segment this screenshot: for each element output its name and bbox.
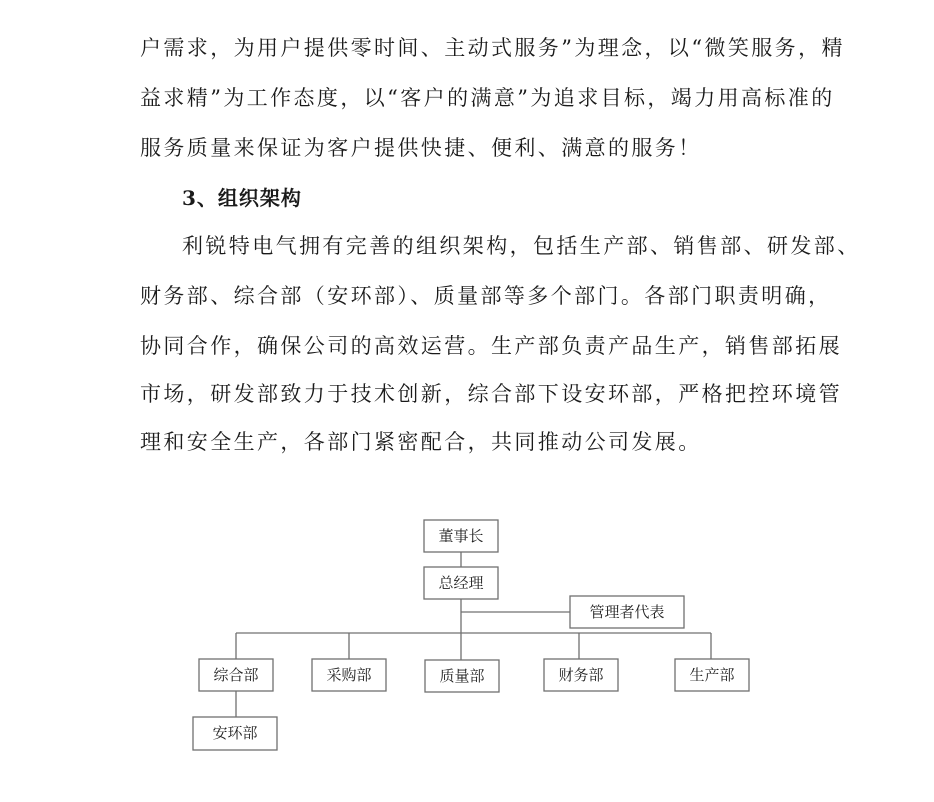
org-node-chairman-label: 董事长 <box>438 527 484 545</box>
paragraph2-line-1: 利锐特电气拥有完善的组织架构，包括生产部、销售部、研发部、 <box>182 234 861 258</box>
org-node-department-2-label: 采购部 <box>326 666 372 684</box>
org-node-department-4 <box>544 659 618 691</box>
paragraph1-line-2: 益求精”为工作态度，以“客户的满意”为追求目标，竭力用高标准的 <box>140 86 835 110</box>
paragraph2-line-2: 财务部、综合部（安环部）、质量部等多个部门。各部门职责明确， <box>140 284 832 308</box>
org-node-department-3 <box>425 660 499 692</box>
org-node-department-4-label: 财务部 <box>558 666 604 684</box>
paragraph2-line-5: 理和安全生产，各部门紧密配合，共同推动公司发展。 <box>140 430 702 454</box>
org-node-department-1 <box>199 659 273 691</box>
org-node-department-2 <box>312 659 386 691</box>
org-node-sub-department <box>193 717 277 750</box>
org-node-department-1-label: 综合部 <box>213 666 259 684</box>
paragraph1-line-3: 服务质量来保证为客户提供快捷、便利、满意的服务！ <box>140 136 702 160</box>
org-node-general-manager <box>424 567 498 599</box>
org-node-management-representative-label: 管理者代表 <box>589 603 665 621</box>
org-node-department-3-label: 质量部 <box>439 667 485 685</box>
paragraph2-line-3: 协同合作，确保公司的高效运营。生产部负责产品生产，销售部拓展 <box>140 334 842 358</box>
paragraph2-line-4: 市场，研发部致力于技术创新，综合部下设安环部，严格把控环境管 <box>140 382 842 406</box>
org-node-department-5 <box>675 659 749 691</box>
org-node-management-representative <box>570 596 684 628</box>
paragraph1-line-1: 户需求，为用户提供零时间、主动式服务”为理念，以“微笑服务，精 <box>140 36 845 60</box>
org-node-sub-department-label: 安环部 <box>212 724 258 742</box>
org-node-chairman <box>424 520 498 552</box>
section-heading: 3、组织架构 <box>182 186 302 210</box>
org-node-general-manager-label: 总经理 <box>438 574 484 592</box>
org-node-department-5-label: 生产部 <box>689 666 735 684</box>
